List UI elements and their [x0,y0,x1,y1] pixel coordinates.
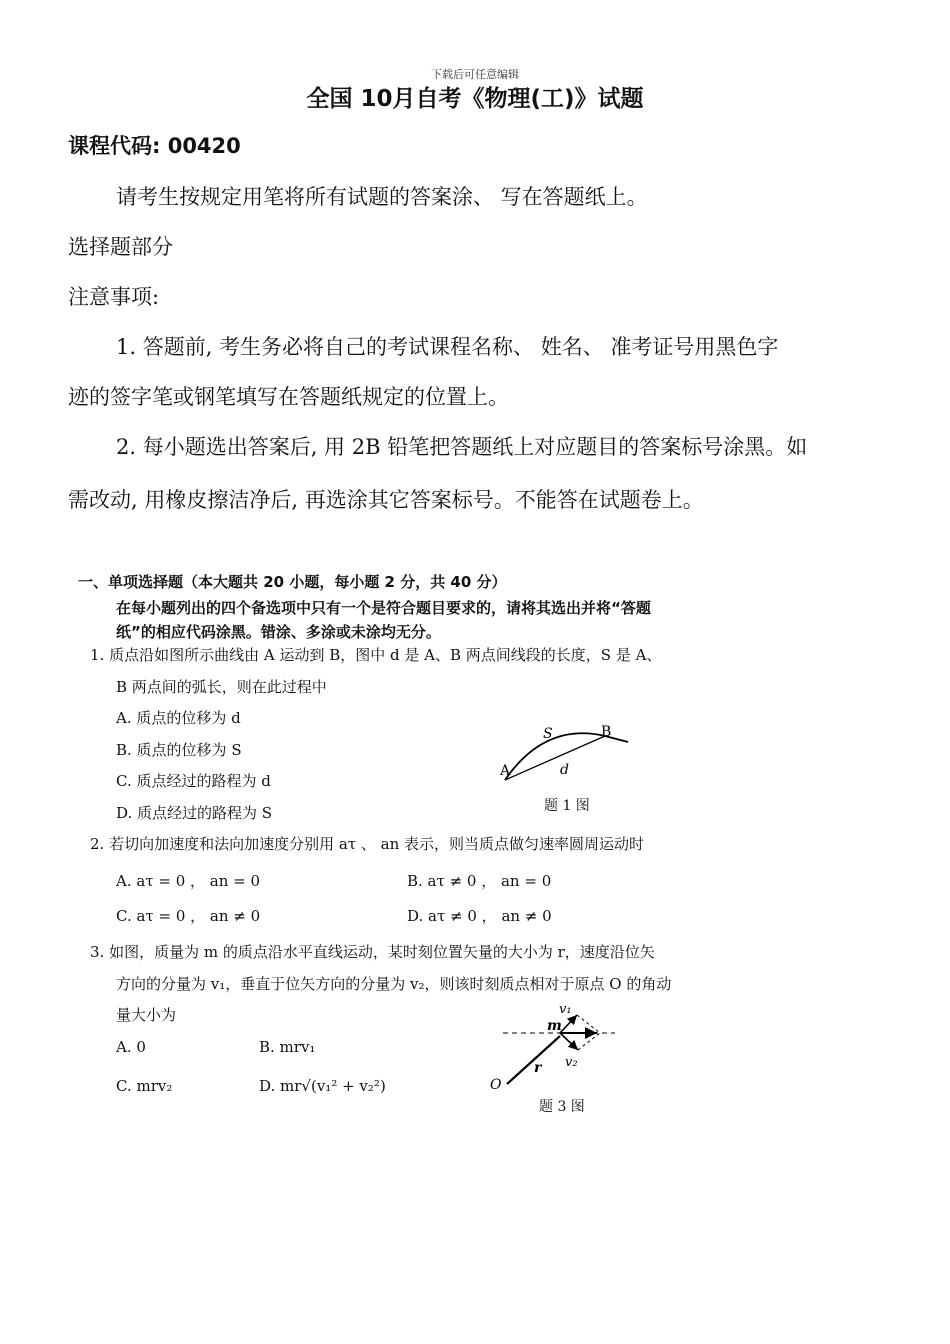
q2-stem: 2. 若切向加速度和法向加速度分别用 aτ 、 an 表示，则当质点做匀速率圆周运动时 [90,835,644,853]
q3-dashed-edge-top [577,1015,600,1033]
q3-option-a: A. 0 [116,1038,146,1056]
q1-option-a: A. 质点的位移为 d [116,709,241,727]
instruction-line: 请考生按规定用笔将所有试题的答案涂、 写在答题纸上。 [116,185,648,209]
q1-option-d: D. 质点经过的路程为 S [116,804,273,822]
notes-label: 注意事项: [68,285,160,309]
q2-option-d: D. aτ ≠ 0 ， an ≠ 0 [407,907,552,925]
q3-dashed-edge-bottom [578,1033,600,1050]
page-title: 全国 10月自考《物理(工)》试题 [306,86,644,112]
q3-option-c: C. mrv₂ [116,1077,173,1095]
note-1-line-1: 1. 答题前, 考生务必将自己的考试课程名称、 姓名、 准考证号用黑色字 [116,335,779,359]
q2-option-b: B. aτ ≠ 0 ， an = 0 [407,872,552,890]
note-2-line-1: 2. 每小题选出答案后, 用 2B 铅笔把答题纸上对应题目的答案标号涂黑。如 [116,435,808,459]
q3-label-v2: v₂ [565,1055,578,1070]
q3-figure-caption: 题 3 图 [539,1099,585,1115]
q3-stem-line-2: 方向的分量为 v₁，垂直于位矢方向的分量为 v₂，则该时刻质点相对于原点 O 的角动 [116,975,672,993]
q3-figure [485,1000,625,1095]
q3-stem-line-1: 3. 如图，质量为 m 的质点沿水平直线运动，某时刻位置矢量的大小为 r，速度沿位矢 [90,943,655,961]
q3-stem-line-3: 量大小为 [116,1006,177,1024]
course-code: 课程代码: 00420 [68,134,241,158]
section-desc-line-1: 在每小题列出的四个备选项中只有一个是符合题目要求的，请将其选出并将“答题 [116,599,651,617]
section-label: 选择题部分 [68,235,173,259]
q3-label-m: m [547,1018,562,1034]
section-desc-line-2: 纸”的相应代码涂黑。错涂、多涂或未涂均无分。 [116,623,441,641]
q3-label-r: r [534,1060,542,1076]
q2-option-c: C. aτ = 0 ， an ≠ 0 [116,907,261,925]
q1-stem-line-2: B 两点间的弧长，则在此过程中 [116,678,327,696]
q1-label-b: B [601,724,612,740]
q3-option-b: B. mrv₁ [259,1038,316,1056]
note-1-line-2: 迹的签字笔或钢笔填写在答题纸规定的位置上。 [68,385,509,409]
section-heading: 一、单项选择题（本大题共 20 小题，每小题 2 分，共 40 分） [78,573,507,591]
q3-option-d: D. mr√(v₁² + v₂²) [259,1077,386,1095]
q3-v1-arrow [560,1015,577,1033]
q3-label-o: O [490,1077,502,1093]
q1-chord-line [505,736,605,780]
q1-option-c: C. 质点经过的路程为 d [116,772,271,790]
q2-option-a: A. aτ = 0 ， an = 0 [116,872,261,890]
q1-label-d: d [560,762,569,778]
watermark-text: 下载后可任意编辑 [431,68,519,81]
q1-figure-caption: 题 1 图 [544,798,590,814]
note-2-line-2: 需改动, 用橡皮擦洁净后, 再选涂其它答案标号。不能答在试题卷上。 [68,488,704,512]
q3-label-v1: v₁ [559,1002,572,1017]
q1-label-a: A [500,763,511,779]
q1-option-b: B. 质点的位移为 S [116,741,242,759]
q1-label-s: S [543,726,553,742]
q1-stem-line-1: 1. 质点沿如图所示曲线由 A 运动到 B，图中 d 是 A、B 两点间线段的长度，S 是 A、 [90,646,662,664]
q3-v2-arrow [560,1033,578,1050]
q1-figure [500,718,640,788]
